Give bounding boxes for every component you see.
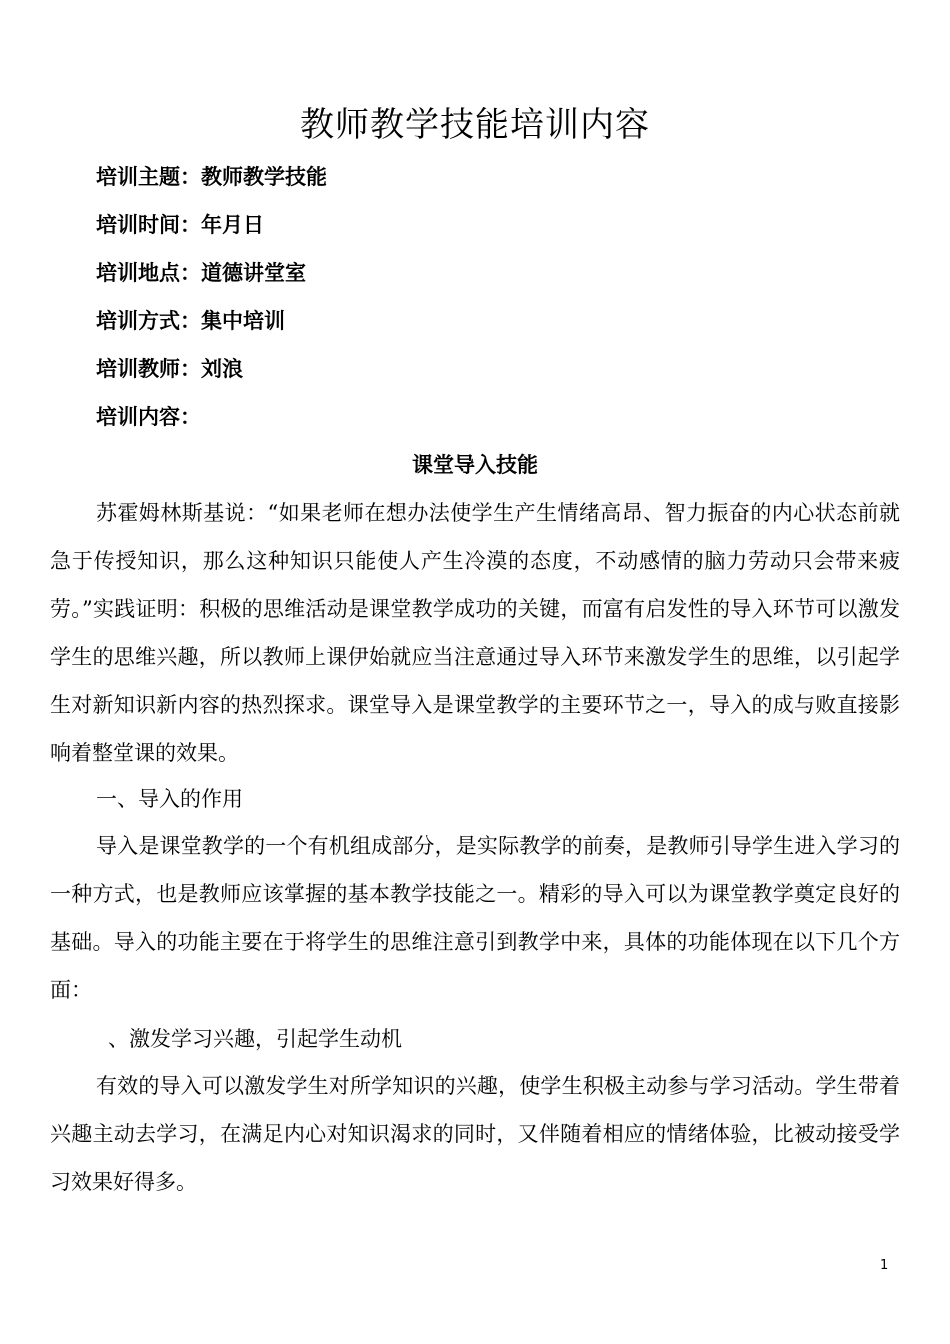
meta-time-label: 培训时间： [96,213,201,237]
meta-content-label: 培训内容： [96,405,201,429]
meta-topic-value: 教师教学技能 [201,165,327,189]
intro-paragraph: 苏霍姆林斯基说：“如果老师在想办法使学生产生情绪高昂、智力振奋的内心状态前就急于传授知识，那么这种知识只能使人产生冷漠的态度，不动感情的脑力劳动只会带来疲劳。”实践证明：积极的思维活动是课堂教学成功的关键，而富有启发性的导入环节可以激发学生的思维兴趣，所以教师上课伊始就应当注意通过导入环节来激发学生的思维，以引起学生对新知识新内容的热烈探求。课堂导入是课堂教学的主要环节之一，导入的成与败直接影响着整堂课的效果。 [50,501,900,765]
subheading-stimulate-interest: 、激发学习兴趣，引起学生动机 [108,1027,402,1051]
meta-topic-label: 培训主题： [96,165,201,189]
meta-method [96,306,285,336]
document-title: 教师教学技能培训内容 [300,105,650,145]
meta-location-label: 培训地点： [96,261,201,285]
meta-location [96,258,306,288]
meta-teacher [96,354,243,384]
meta-time-value: 年月日 [201,213,264,237]
meta-location-value: 道德讲堂室 [201,261,306,285]
section-title: 课堂导入技能 [412,453,538,477]
meta-topic [96,162,327,192]
page-number: 1 [880,1258,889,1273]
meta-teacher-label: 培训教师： [96,357,201,381]
meta-teacher-value: 刘浪 [201,357,243,381]
paragraph-introduction-function: 导入是课堂教学的一个有机组成部分，是实际教学的前奏，是教师引导学生进入学习的一种方式，也是教师应该掌握的基本教学技能之一。精彩的导入可以为课堂教学奠定良好的基础。导入的功能主要在于将学生的思维注意引到教学中来，具体的功能体现在以下几个方面： [50,834,900,1002]
paragraph-effective-introduction: 有效的导入可以激发学生对所学知识的兴趣，使学生积极主动参与学习活动。学生带着兴趣主动去学习，在满足内心对知识渴求的同时，又伴随着相应的情绪体验，比被动接受学习效果好得多。 [50,1074,900,1194]
heading-role-of-introduction: 一、导入的作用 [96,787,243,811]
meta-method-value: 集中培训 [201,309,285,333]
meta-content [96,402,201,432]
meta-time [96,210,264,240]
meta-method-label: 培训方式： [96,309,201,333]
